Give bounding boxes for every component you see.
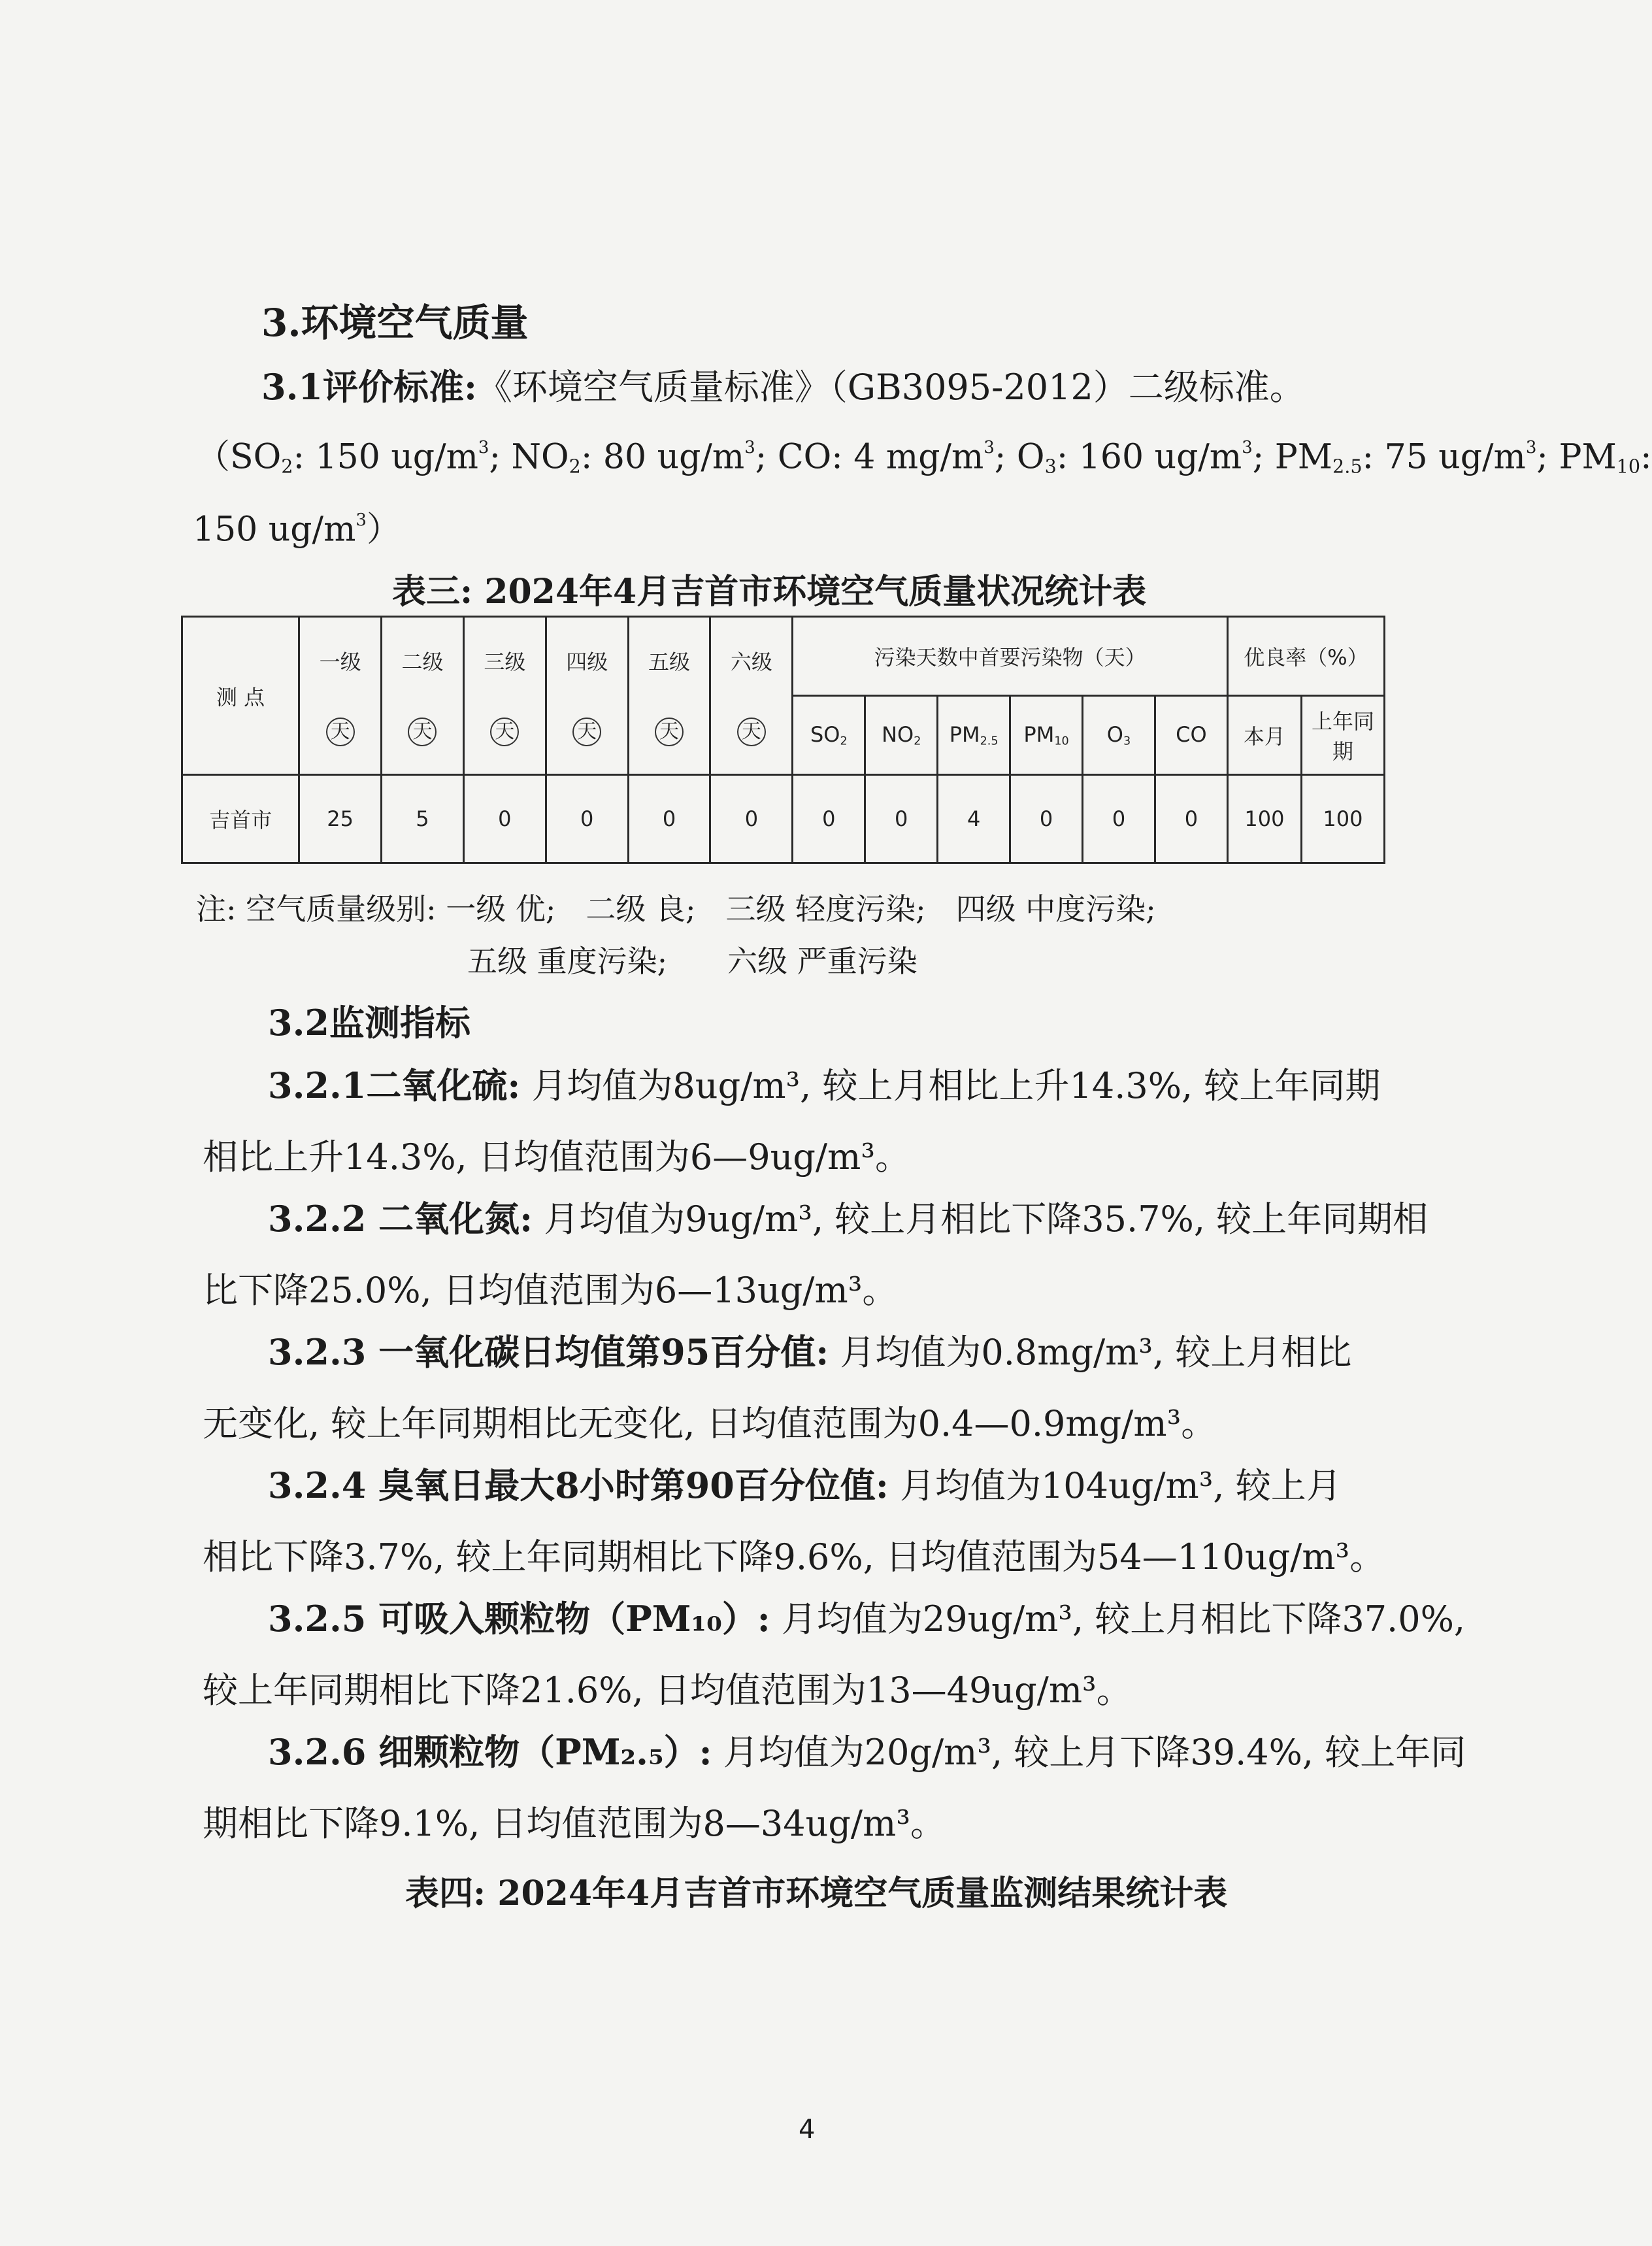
indicator-5-line1: 3.2.5 可吸入颗粒物（PM₁₀）: 月均值为29ug/m³, 较上月相比下降37.0%,: [268, 1598, 1466, 1640]
pollutant-group-header: 污染天数中首要污染物（天）: [793, 617, 1228, 696]
monitoring-heading: 3.2监测指标: [268, 1002, 471, 1044]
level-cell: 0: [710, 775, 793, 863]
indicator-4-line1: 3.2.4 臭氧日最大8小时第90百分位值: 月均值为104ug/m³, 较上月: [268, 1464, 1342, 1506]
air-quality-status-table: [181, 616, 1385, 864]
table4-caption: 表四: 2024年4月吉首市环境空气质量监测结果统计表: [405, 1874, 1228, 1913]
standard-heading: 3.1评价标准:: [261, 366, 477, 408]
pollutant-cell: 0: [865, 775, 938, 863]
level-cell: 25: [299, 775, 382, 863]
level-cell: 0: [463, 775, 546, 863]
col-site-header: 测 点: [182, 617, 299, 775]
level-5-header: 五级 天: [628, 617, 710, 775]
level-1-header: 一级 天: [299, 617, 382, 775]
standard-limits-line2: 150 $ug/m^3$）: [193, 510, 401, 550]
pollutant-cell: 0: [1010, 775, 1083, 863]
rate-cell: 100: [1227, 775, 1301, 863]
pollutant-cell: 4: [938, 775, 1010, 863]
indicator-6-line1: 3.2.6 细颗粒物（PM₂.₅）: 月均值为20g/m³, 较上月下降39.4%, 较上年同: [268, 1731, 1466, 1773]
indicator-4-line2: 相比下降3.7%, 较上年同期相比下降9.6%, 日均值范围为54—110ug/m³。: [203, 1536, 1385, 1577]
level-6-header: 六级 天: [710, 617, 793, 775]
indicator-5-line2: 较上年同期相比下降21.6%, 日均值范围为13—49ug/m³。: [203, 1670, 1132, 1711]
standard-body: 《环境空气质量标准》（GB3095-2012）二级标准。: [476, 367, 1305, 408]
level-cell: 0: [546, 775, 628, 863]
table3-note-line1: 注: 空气质量级别: 一级 优; 二级 良; 三级 轻度污染; 四级 中度污染;: [196, 891, 1156, 927]
indicator-2-line2: 比下降25.0%, 日均值范围为6—13ug/m³。: [203, 1270, 898, 1311]
level-cell: 0: [628, 775, 710, 863]
pollutant-co-header: CO: [1155, 696, 1227, 775]
table3-caption: 表三: 2024年4月吉首市环境空气质量状况统计表: [392, 572, 1147, 612]
section-title: 3.环境空气质量: [261, 301, 529, 345]
table-header-row: [182, 617, 1385, 696]
level-4-header: 四级 天: [546, 617, 628, 775]
indicator-1-line1: 3.2.1二氧化硫: 月均值为8ug/m³, 较上月相比上升14.3%, 较上年同期: [268, 1065, 1381, 1106]
standard-limits-line1: （$SO_2$: 150 $ug/m^3$; $NO_2$: 80 $ug/m^3$; CO: 4 $mg/m^3$; $O_3$: 160 $ug/m^3$; $PM_{2.5}$: 75 $ug/m^3$; $PM_{10}$:: [196, 437, 1652, 478]
pollutant-cell: 0: [793, 775, 865, 863]
rate-group-header: 优良率（%）: [1227, 617, 1384, 696]
rate-cell: 100: [1301, 775, 1384, 863]
pollutant-cell: 0: [1083, 775, 1155, 863]
pollutant-no2-header: $NO_2$: [865, 696, 938, 775]
pollutant-cell: 0: [1155, 775, 1227, 863]
standard-paragraph: [261, 366, 1305, 408]
rate-last-year-header: 上年同期: [1301, 696, 1384, 775]
level-2-header: 二级 天: [382, 617, 464, 775]
page-number: 4: [799, 2115, 816, 2145]
site-cell: 吉首市: [182, 775, 299, 863]
pollutant-pm10-header: $PM_{10}$: [1010, 696, 1083, 775]
indicator-3-line1: 3.2.3 一氧化碳日均值第95百分值: 月均值为0.8mg/m³, 较上月相比: [268, 1331, 1352, 1373]
pollutant-pm25-header: $PM_{2.5}$: [938, 696, 1010, 775]
level-cell: 5: [382, 775, 464, 863]
level-3-header: 三级 天: [463, 617, 546, 775]
pollutant-o3-header: $O_3$: [1083, 696, 1155, 775]
rate-this-month-header: 本月: [1227, 696, 1301, 775]
table3-note-line2: 五级 重度污染; 六级 严重污染: [467, 944, 917, 979]
indicator-3-line2: 无变化, 较上年同期相比无变化, 日均值范围为0.4—0.9mg/m³。: [203, 1403, 1217, 1444]
table-row: [182, 775, 1385, 863]
indicator-1-line2: 相比上升14.3%, 日均值范围为6—9ug/m³。: [203, 1136, 910, 1178]
pollutant-so2-header: $SO_2$: [793, 696, 865, 775]
indicator-2-line1: 3.2.2 二氧化氮: 月均值为9ug/m³, 较上月相比下降35.7%, 较上年同期相: [268, 1198, 1429, 1240]
indicator-6-line2: 期相比下降9.1%, 日均值范围为8—34ug/m³。: [203, 1803, 946, 1844]
